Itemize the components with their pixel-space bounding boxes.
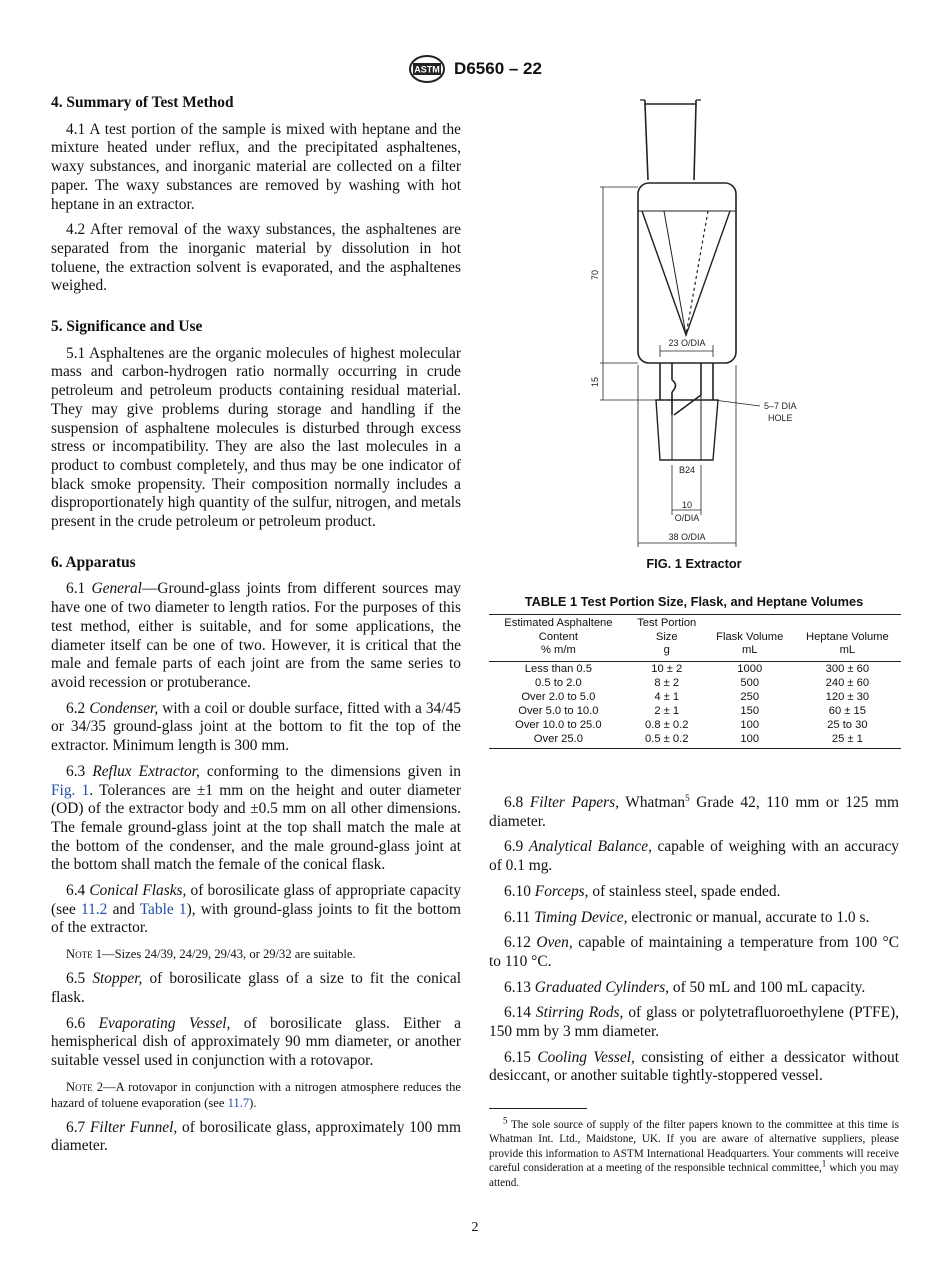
table-row: Over 2.0 to 5.0 4 ± 1 250 120 ± 30	[521, 690, 870, 703]
section-11-2-link[interactable]: 11.2	[80, 900, 108, 918]
figure-caption: FIG. 1 Extractor	[646, 556, 742, 571]
para-5-1: 5.1 Asphaltenes are the organic molecules of highest molecular mass and carbon-hydrogen ratio normally occurring in crude petroleum and petroleum products containing residual material. They may give problems during storage and handling if the suspension of asphaltene molecules is disturbed through excess stress or incompatibility. They are also the last molecules in a product to combust completely, and thus may be one indicator of black smoke propensity. Their composition normally includes a disproportionately high quantity of the sulfur, nitrogen, and metals present in the crude petroleum or petroleum product.	[51, 344, 461, 531]
para-6-8: 6.8 Filter Papers, Whatman$^5$ Grade 42, 110 mm or 125 mm diameter.	[489, 792, 899, 830]
para-6-6: 6.6 Evaporating Vessel, of borosilicate glass. Either a hemispherical dish of approximately 90 mm diameter, or another suitable vessel used in conjunction with a rotovapor.	[51, 1014, 461, 1069]
table-row: Over 10.0 to 25.0 0.8 ± 0.2 100 25 to 30	[515, 718, 868, 731]
hole-label-1: 5–7 DIA	[764, 401, 797, 411]
para-6-15: 6.15 Cooling Vessel, consisting of either a dessicator without desiccant, or another suitable tightly-stoppered vessel.	[489, 1048, 900, 1085]
section-5-title: 5. Significance and Use	[51, 318, 203, 336]
table-title: TABLE 1 Test Portion Size, Flask, and Heptane Volumes	[524, 594, 864, 609]
section-11-7-link[interactable]: 11.7	[227, 1095, 250, 1110]
dim-15-label: 15	[590, 376, 600, 388]
extractor-figure	[560, 95, 820, 565]
col-header-size: Test Portion Size g	[628, 615, 706, 662]
section-4-title: 4. Summary of Test Method	[51, 94, 234, 111]
para-6-12: 6.12 Oven, capable of maintaining a temperature from 100 °C to 110 °C.	[489, 934, 899, 970]
footnote-divider	[489, 1108, 587, 1109]
para-6-5: 6.5 Stopper, of borosilicate glass of a size to fit the conical flask.	[51, 970, 461, 1006]
para-6-2: 6.2 Condenser, with a coil or double surface, fitted with a 34/45 or 34/35 ground-glass joint at the bottom to fit the top of the extractor. Minimum length is 300 mm.	[51, 699, 461, 755]
odia-label: O/DIA	[674, 513, 700, 523]
left-column	[51, 94, 461, 1163]
col-header-heptane: Heptane Volume mL	[794, 615, 901, 662]
dim-70-label: 70	[590, 269, 600, 281]
footnote-5: $^5$ The sole source of supply of the filter papers known to the committee at this time is Whatman Int. Ltd., Maidstone, UK. If you are aware of alternative suppliers, please provide this information to ASTM International Headquarters. Your comments will receive careful consideration at a meeting of the responsible technical committee,$^1$ which you may attend.	[489, 1115, 900, 1189]
para-6-14: 6.14 Stirring Rods, of glass or polytetrafluoroethylene (PTFE), 150 mm by 3 mm diameter.	[489, 1004, 899, 1041]
table-row: 0.5 to 2.0 8 ± 2 500 240 ± 60	[535, 676, 870, 689]
document-code: D6560 – 22	[454, 59, 542, 78]
para-6-11: 6.11 Timing Device, electronic or manual, accurate to 1.0 s.	[504, 908, 870, 926]
page-header	[0, 54, 950, 84]
table-row: Less than 0.5 10 ± 2 1000 300 ± 60	[524, 662, 870, 675]
para-6-4: 6.4 Conical Flasks, of borosilicate glass of appropriate capacity (see 11.2 and Table 1), with ground-glass joints to fit the bottom of the extractor.	[51, 882, 461, 937]
page-number: 2	[471, 1220, 479, 1235]
table-row: Over 25.0 0.5 ± 0.2 100 25 ± 1	[489, 732, 901, 749]
para-6-1: 6.1 General—Ground-glass joints from different sources may have one of two diameter to length ratios. For the purposes of this test method, either is suitable, and for some applications, the diameter itself can be one of two. However, it is critical that the male and female parts of each joint are from the same series to avoid recession or protuberance.	[51, 580, 461, 691]
svg-text:ASTM: ASTM	[414, 64, 440, 75]
table-1-link[interactable]: Table 1	[139, 900, 187, 918]
para-6-10: 6.10 Forceps, of stainless steel, spade ended.	[504, 882, 781, 900]
hole-label-2: HOLE	[768, 413, 793, 423]
para-4-2: 4.2 After removal of the waxy substances, the asphaltenes are separated from the inorganic material by dissolution in hot toluene, the extraction solvent is evaporated, and the asphaltenes weighed.	[51, 221, 461, 295]
dim-23-label: 23 O/DIA	[668, 338, 706, 348]
para-6-3: 6.3 Reflux Extractor, conforming to the dimensions given in Fig. 1. Tolerances are ±1 mm on the height and outer diameter (OD) of the extractor body and ±0.5 mm on all other dimensions. The female ground-glass joint at the top shall match the male at the bottom of the condenser, and the male ground-glass joint at the bottom shall match the female of the conical flask.	[51, 762, 461, 874]
note-1: Note 1—Sizes 24/39, 24/29, 29/43, or 29/32 are suitable.	[66, 947, 356, 962]
para-4-1: 4.1 A test portion of the sample is mixed with heptane and the mixture heated under reflux, and the precipitated asphaltenes, waxy substances, and inorganic material are collected on a filter paper. The waxy substances are removed by washing with hot heptane in an extractor.	[51, 120, 461, 213]
dim-10-label: 10	[681, 500, 693, 510]
note-2: Note 2—A rotovapor in conjunction with a nitrogen atmosphere reduces the hazard of toluene evaporation (see 11.7).	[51, 1079, 461, 1110]
dim-38-label: 38 O/DIA	[668, 532, 706, 542]
right-column	[489, 794, 899, 1093]
para-6-13: 6.13 Graduated Cylinders, of 50 mL and 100 mL capacity.	[504, 978, 866, 996]
b24-label: B24	[678, 465, 696, 475]
volumes-table	[489, 614, 901, 749]
para-6-7: 6.7 Filter Funnel, of borosilicate glass, approximately 100 mm diameter.	[51, 1118, 461, 1155]
col-header-flask: Flask Volume mL	[706, 615, 794, 662]
footnote-ref-5[interactable]: 5	[685, 792, 690, 803]
table-row: Over 5.0 to 10.0 2 ± 1 150 60 ± 15	[518, 704, 866, 717]
para-6-9: 6.9 Analytical Balance, capable of weighing with an accuracy of 0.1 mg.	[489, 838, 900, 875]
fig-1-link[interactable]: Fig. 1	[51, 781, 90, 799]
section-6-title: 6. Apparatus	[51, 553, 136, 571]
astm-logo	[408, 54, 446, 84]
col-header-content: Estimated Asphaltene Content % m/m	[489, 615, 628, 662]
